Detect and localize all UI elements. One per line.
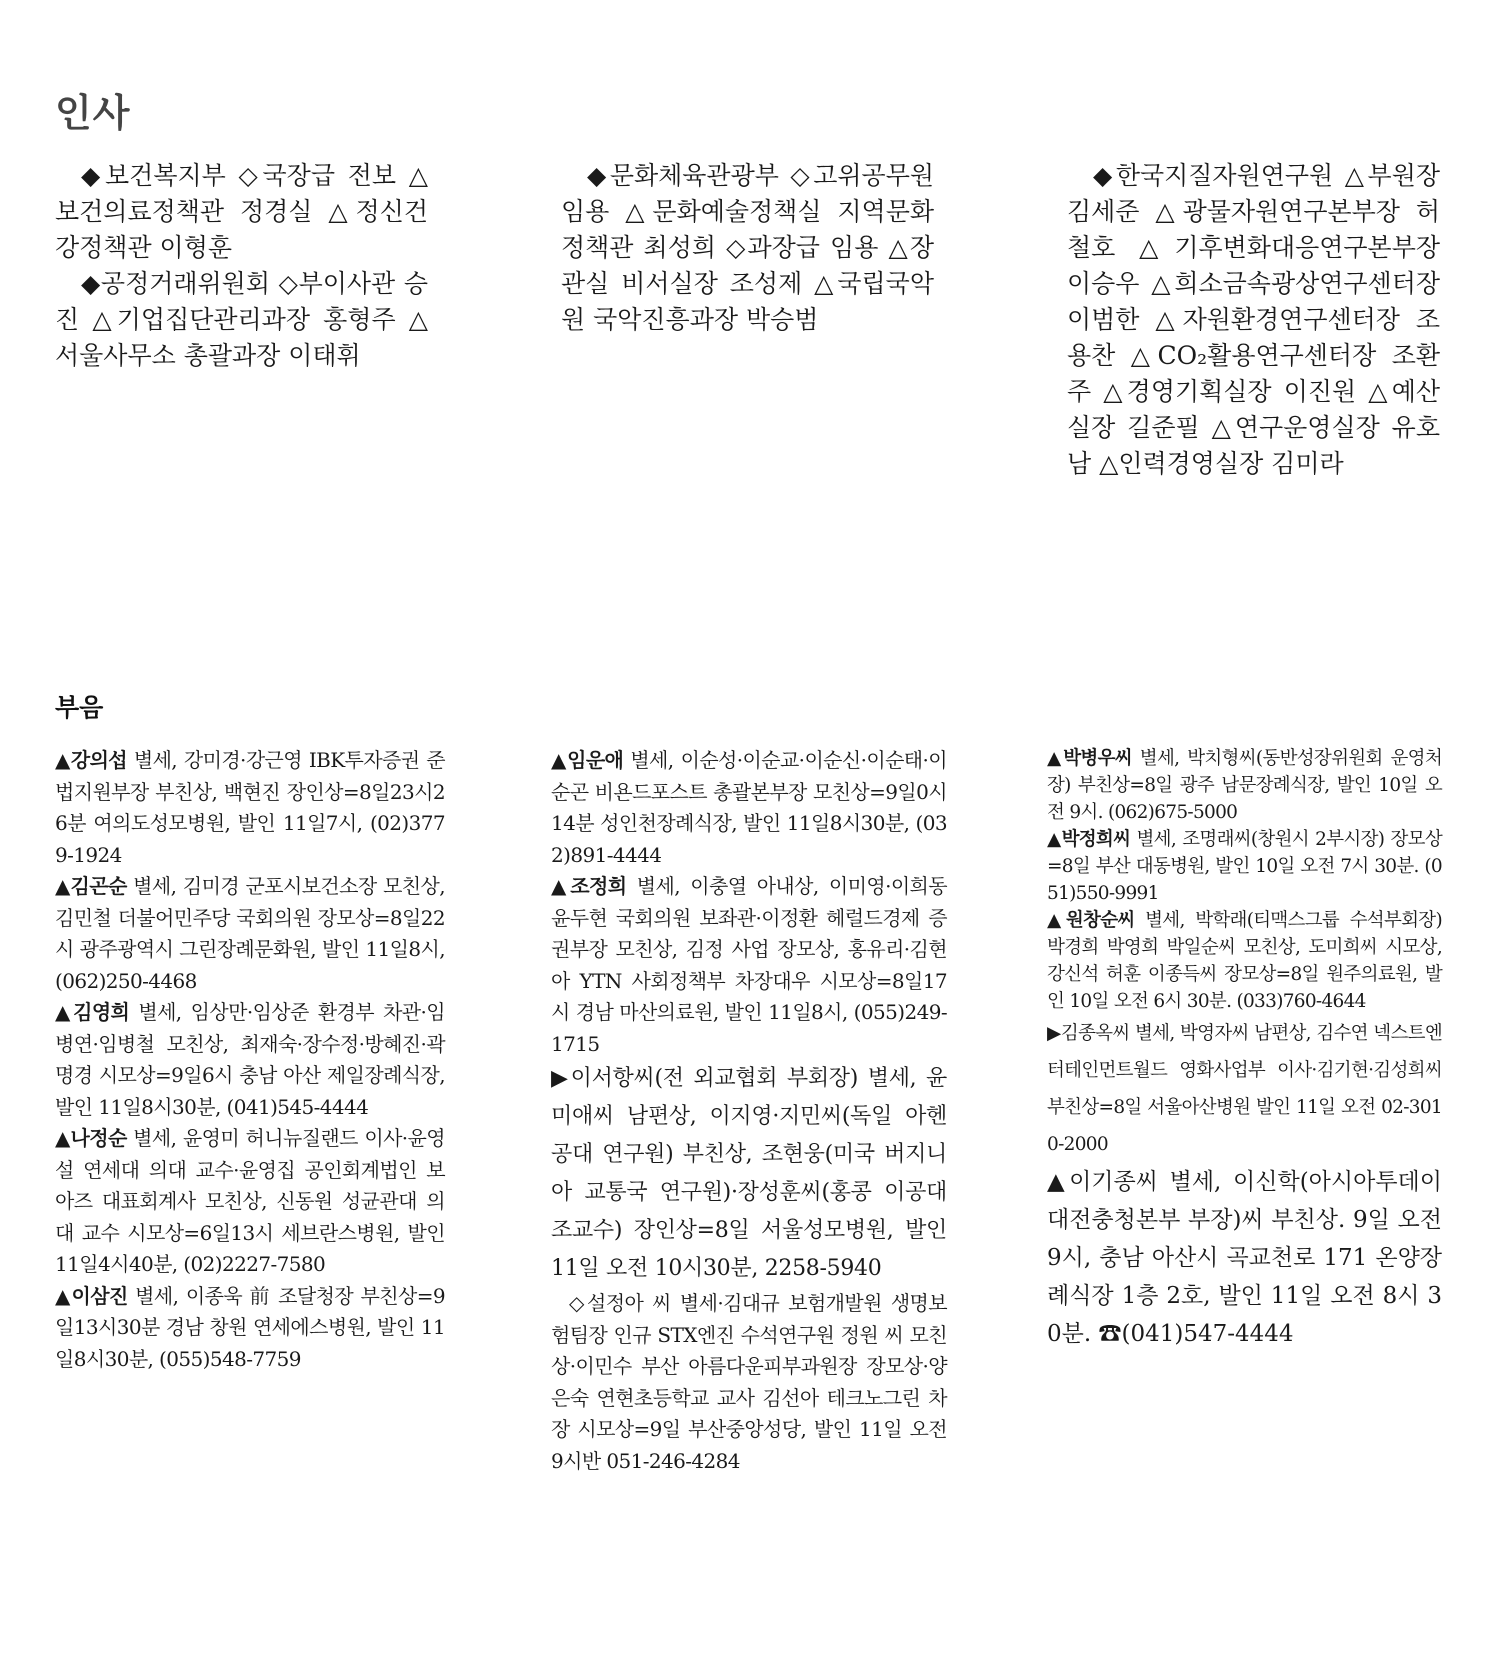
personnel-entry: ◆문화체육관광부 ◇고위공무원 임용 △문화예술정책실 지역문화정책관 최성희 ◇과장급 임용 △장관실 비서실장 조성제 △국립국악원 국악진흥과장 박승범 (561, 161, 934, 334)
obituary-text: 별세, 이충열 아내상, 이미영·이희동 윤두현 국회의원 보좌관·이정환 헤럴드경제 증권부장 모친상, 김정 사업 장모상, 홍유리·김현아 YTN 사회정책부 차장대우 시모상=8일17시 경남 마산의료원, 발인 11일8시, (055)249-1715 (551, 874, 947, 1056)
obituary-name: ▲박병우씨 (1047, 748, 1132, 769)
obituary-entry (55, 871, 445, 997)
obituary-name: ▲강의섭 (55, 748, 128, 772)
obituary-text: ◇설정아 씨 별세·김대규 보험개발원 생명보험팀장 인규 STX엔진 수석연구원 정원 씨 모친상·이민수 부산 아름다운피부과원장 장모상·양은숙 연현초등학교 교사 김선아 테크노그린 차장 시모상=9일 부산중앙성당, 발인 11일 오전 9시반 051-246-4284 (551, 1291, 947, 1473)
obituary-entry (551, 1288, 947, 1477)
obituary-text: 별세, 강미경·강근영 IBK투자증권 준법지원부장 부친상, 백현진 장인상=8일23시26분 여의도성모병원, 발인 11일7시, (02)3779-1924 (55, 748, 445, 867)
obituary-name: ▲김영희 (55, 1000, 130, 1024)
obituary-text: 별세, 박치형씨(동반성장위원회 운영처장) 부친상=8일 광주 남문장례식장, 발인 10일 오전 9시. (062)675-5000 (1047, 748, 1442, 823)
obituary-text: 별세, 박학래(티맥스그룹 수석부회장) 박경희 박영희 박일순씨 모친상, 도미희씨 시모상, 강신석 허훈 이종득씨 장모상=8일 원주의료원, 발인 10일 오전 6시 30분. (033)760-4644 (1047, 910, 1442, 1012)
obituary-text: 별세, 이종욱 前 조달청장 부친상=9일13시30분 경남 창원 연세에스병원, 발인 11일8시30분, (055)548-7759 (55, 1283, 445, 1371)
obituary-text: 별세, 조명래씨(창원시 2부시장) 장모상=8일 부산 대동병원, 발인 10일 오전 7시 30분. (051)550-9991 (1047, 829, 1443, 904)
obituary-entry (1047, 907, 1442, 1015)
obituary-name: ▲박정희씨 (1047, 829, 1131, 850)
obituary-name: ▲조정희 (551, 874, 627, 898)
personnel-column-2 (561, 158, 934, 338)
obituary-name: ▲임운애 (551, 748, 624, 772)
obituary-entry (551, 745, 947, 871)
personnel-entry: ◆한국지질자원연구원 △부원장 김세준 △광물자원연구본부장 허철호 △기후변화대응연구본부장 이승우 △희소금속광상연구센터장 이범한 △자원환경연구센터장 조용찬 △CO₂활용연구센터장 조환주 △경영기획실장 이진원 △예산실장 길준필 △연구운영실장 유호남 △인력경영실장 김미라 (1067, 161, 1440, 478)
personnel-column-1 (55, 158, 428, 374)
obituary-text: 별세, 김미경 군포시보건소장 모친상, 김민철 더불어민주당 국회의원 장모상=8일22시 광주광역시 그린장례문화원, 발인 11일8시, (062)250-4468 (55, 874, 445, 993)
obituary-column-2 (551, 745, 947, 1477)
obituary-entry (1047, 826, 1442, 907)
obituary-text: ▶이서항씨(전 외교협회 부회장) 별세, 윤미애씨 남편상, 이지영·지민씨(독일 아헨공대 연구원) 부친상, 조현웅(미국 버지니아 교통국 연구원)·장성훈씨(홍콩 이공대 조교수) 장인상=8일 서울성모병원, 발인 11일 오전 10시30분, 2258-5940 (551, 1066, 947, 1281)
obituary-entry (551, 1060, 947, 1288)
personnel-section-title: 인사 (55, 91, 131, 135)
obituary-entry (551, 871, 947, 1060)
obituary-text: ▶김종옥씨 별세, 박영자씨 남편상, 김수연 넥스트엔터테인먼트월드 영화사업부 이사·김기현·김성희씨 부친상=8일 서울아산병원 발인 11일 오전 02-3010-2000 (1047, 1023, 1442, 1155)
obituary-text: 별세, 이순성·이순교·이순신·이순태·이순곤 비욘드포스트 총괄본부장 모친상=9일0시14분 성인천장례식장, 발인 11일8시30분, (032)891-4444 (551, 748, 947, 867)
obituary-text: 별세, 임상만·임상준 환경부 차관·임병연·임병철 모친상, 최재숙·장수정·방혜진·곽명경 시모상=9일6시 충남 아산 제일장례식장, 발인 11일8시30분, (041)545-4444 (55, 1000, 445, 1119)
personnel-entry: ◆보건복지부 ◇국장급 전보 △보건의료정책관 정경실 △정신건강정책관 이형훈 (55, 161, 428, 262)
obituary-column-3 (1047, 745, 1442, 1353)
obituary-entry (1047, 1015, 1442, 1163)
obituary-entry (55, 1123, 445, 1281)
obituary-name: ▲김곤순 (55, 874, 127, 898)
personnel-column-3 (1067, 158, 1440, 482)
obituary-section-title: 부음 (55, 693, 104, 722)
obituary-entry (1047, 745, 1442, 826)
obituary-text: 별세, 윤영미 허니뉴질랜드 이사·윤영설 연세대 의대 교수·윤영집 공인회계법인 보아즈 대표회계사 모친상, 신동원 성균관대 의대 교수 시모상=6일13시 세브란스병원, 발인 11일4시40분, (02)2227-7580 (55, 1126, 445, 1276)
obituary-name: ▲이삼진 (55, 1283, 128, 1308)
obituary-name: ▲원창순씨 (1047, 910, 1135, 931)
obituary-entry (55, 1281, 445, 1376)
obituary-name: ▲나정순 (55, 1126, 127, 1150)
obituary-text: ▲이기종씨 별세, 이신학(아시아투데이 대전충청본부 부장)씨 부친상. 9일 오전 9시, 충남 아산시 곡교천로 171 온양장례식장 1층 2호, 발인 11일 오전 8시 30분. ☎(041)547-4444 (1047, 1169, 1442, 1347)
personnel-entry: ◆공정거래위원회 ◇부이사관 승진 △기업집단관리과장 홍형주 △서울사무소 총괄과장 이태휘 (55, 269, 428, 370)
obituary-column-1 (55, 745, 445, 1375)
obituary-entry (55, 997, 445, 1123)
obituary-entry (1047, 1163, 1442, 1353)
obituary-entry (55, 745, 445, 871)
